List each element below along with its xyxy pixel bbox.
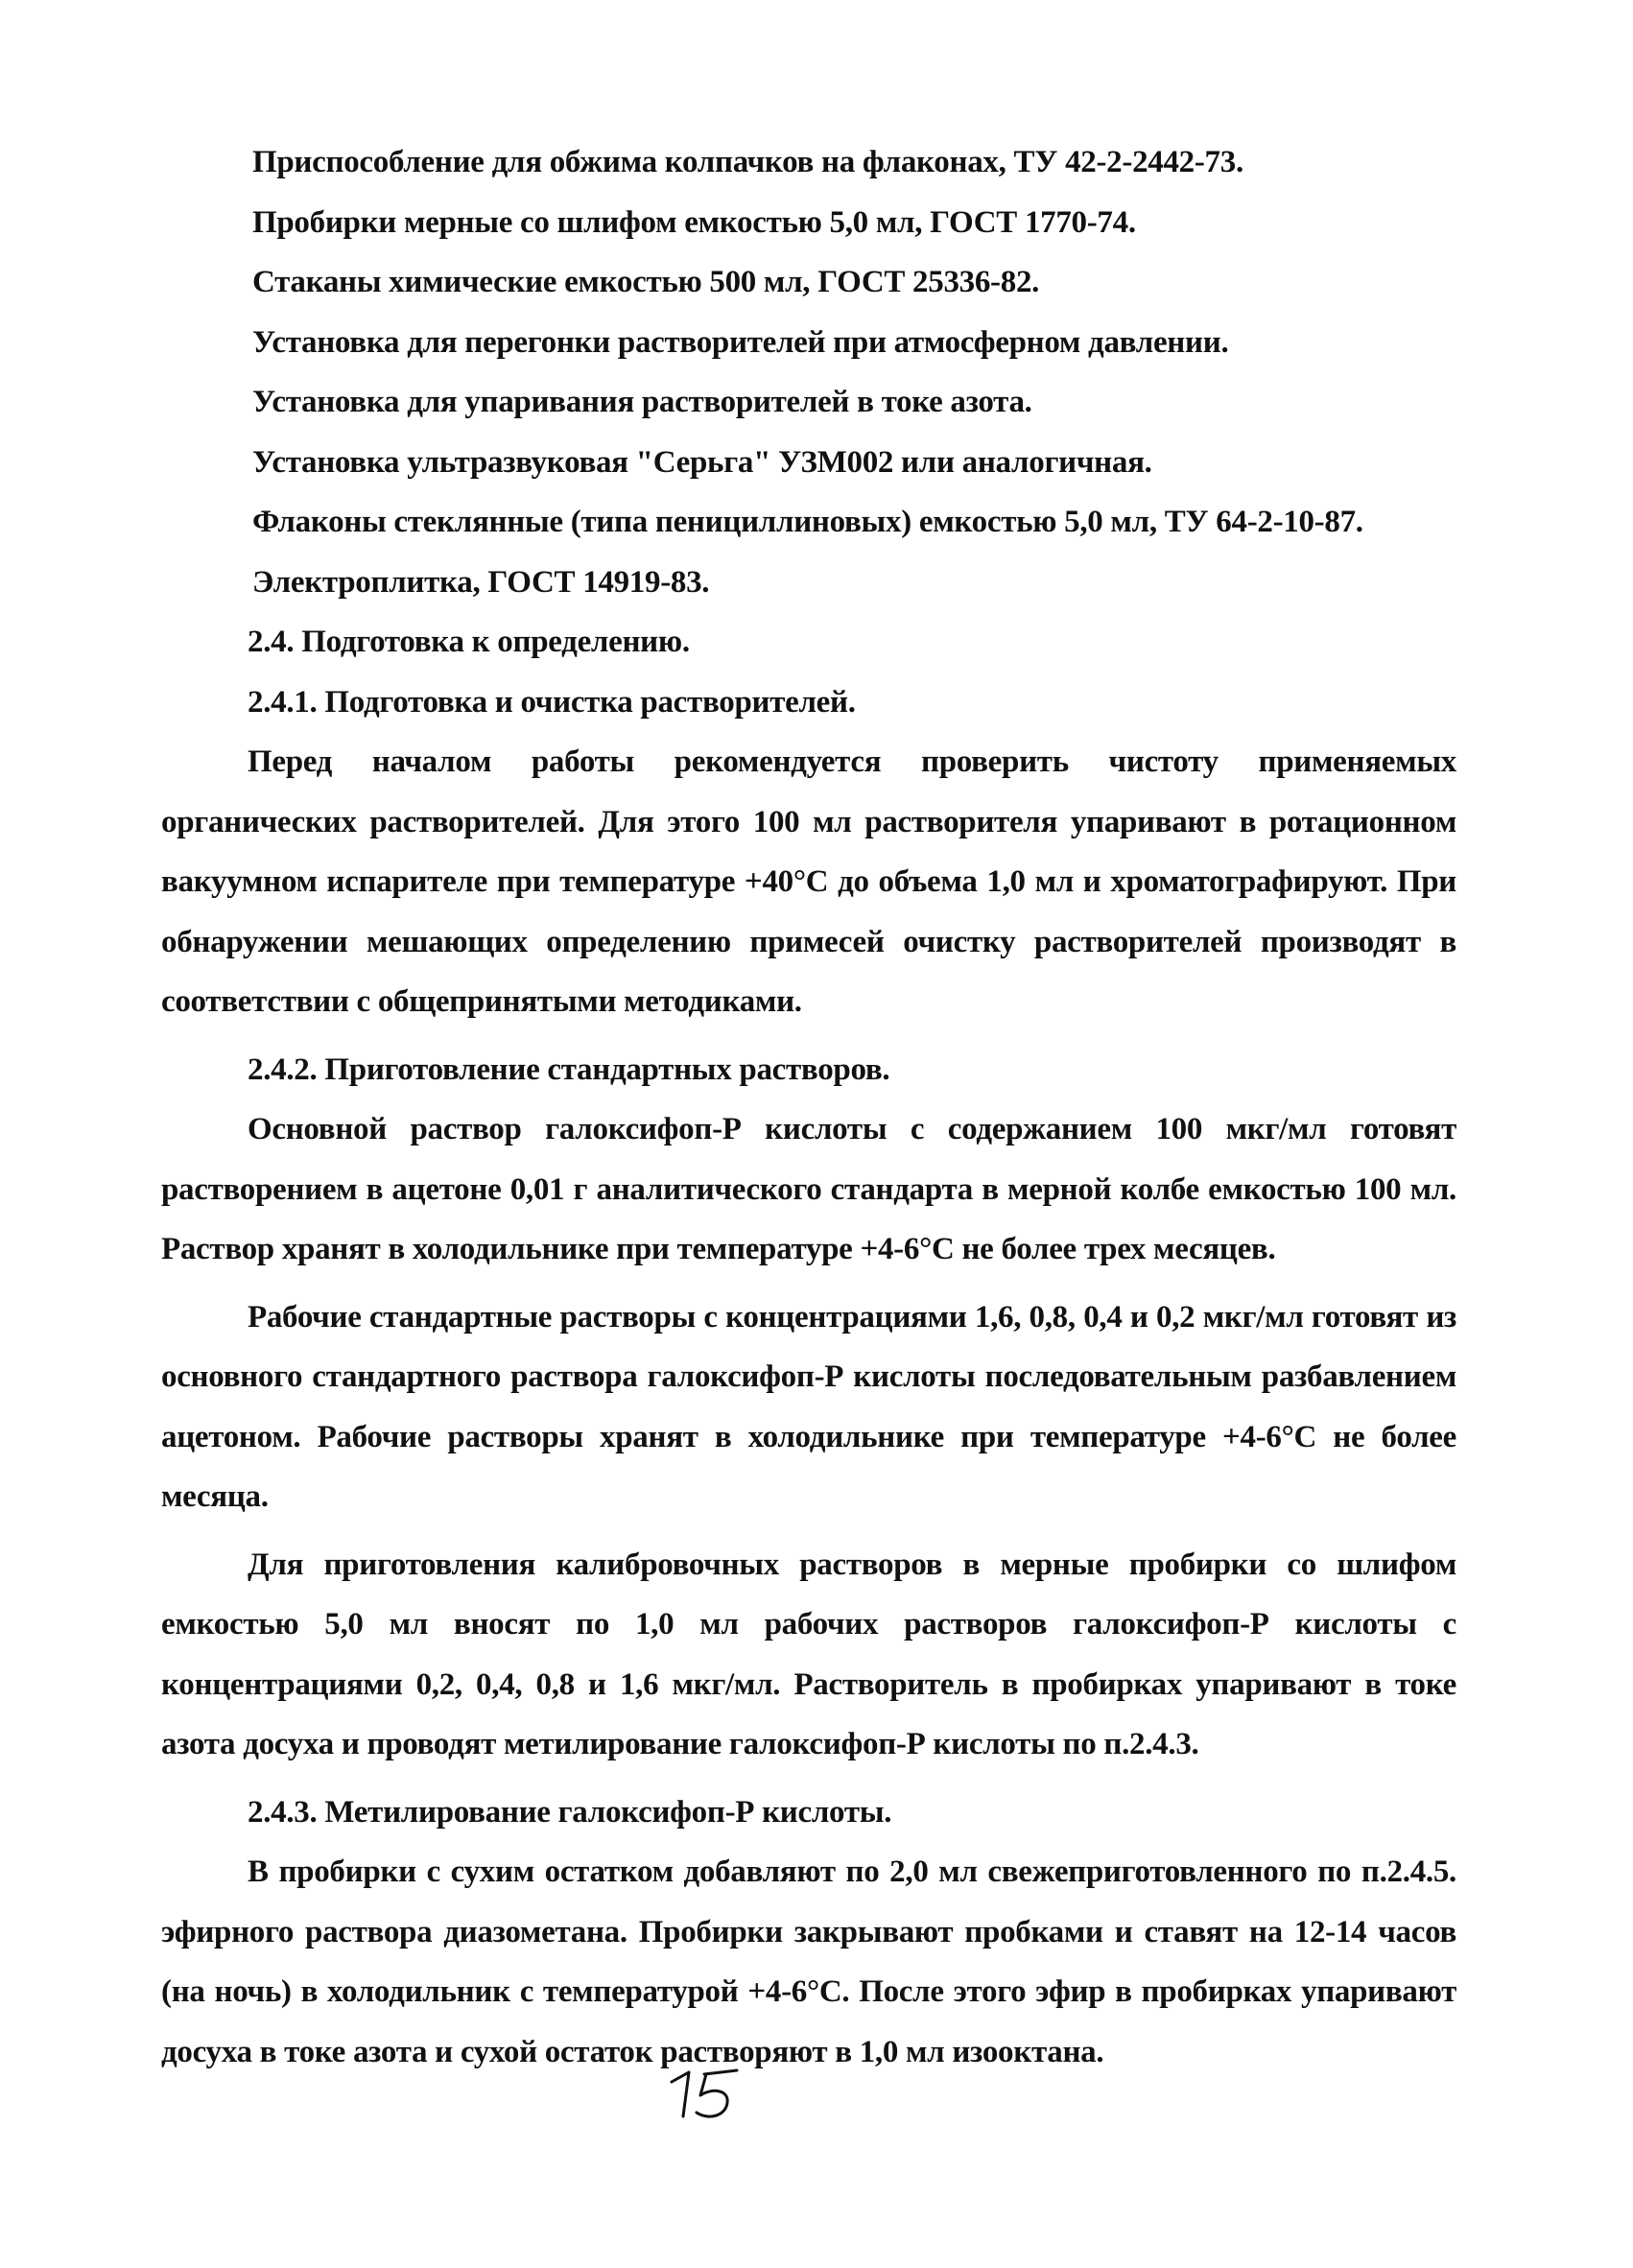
section-heading-2-4-2: 2.4.2. Приготовление стандартных растворов. — [248, 1051, 890, 1087]
equipment-item-3: Стаканы химические емкостью 500 мл, ГОСТ 25336-82. — [252, 265, 1040, 299]
equipment-item-2: Пробирки мерные со шлифом емкостью 5,0 мл, ГОСТ 1770-74. — [252, 204, 1136, 240]
paragraph-stock-solution: Основной раствор галоксифоп-Р кислоты с содержанием 100 мкг/мл готовят растворением в ацетоне 0,01 г аналитического стандарта в мерной колбе емкостью 100 мл. Раствор хранят в холодильнике при температуре +4-6°С не более трех месяцев. — [161, 1112, 1456, 1266]
section-heading-2-4-1: 2.4.1. Подготовка и очистка растворителей. — [248, 684, 856, 720]
paragraph-methylation: В пробирки с сухим остатком добавляют по 2,0 мл свежеприготовленного по п.2.4.5. эфирного раствора диазометана. Пробирки закрывают пробками и ставят на 12-14 часов (на ночь) в холодильник с температурой +4-6°С. После этого эфир в пробирках упаривают досуха в токе азота и сухой остаток растворяют в 1,0 мл изооктана. — [161, 1855, 1456, 2069]
document-body — [161, 132, 1456, 2090]
handwritten-page-number-icon — [662, 2061, 748, 2128]
equipment-item-1: Приспособление для обжима колпачков на флаконах, ТУ 42-2-2442-73. — [252, 145, 1243, 179]
page-number-text — [662, 2061, 663, 2062]
equipment-item-7: Флаконы стеклянные (типа пенициллиновых) емкостью 5,0 мл, ТУ 64-2-10-87. — [252, 505, 1363, 539]
section-heading-2-4-3: 2.4.3. Метилирование галоксифоп-Р кислоты. — [248, 1794, 892, 1830]
equipment-item-8: Электроплитка, ГОСТ 14919-83. — [252, 564, 710, 600]
equipment-item-6: Установка ультразвуковая "Серьга" УЗМ002 или аналогичная. — [252, 444, 1152, 480]
equipment-item-4: Установка для перегонки растворителей при атмосферном давлении. — [252, 324, 1229, 360]
section-heading-2-4: 2.4. Подготовка к определению. — [248, 625, 690, 659]
paragraph-solvent-cleaning: Перед началом работы рекомендуется проверить чистоту применяемых органических растворителей. Для этого 100 мл растворителя упаривают в ротационном вакуумном испарителе при температуре +40°С до объема 1,0 мл и хроматографируют. При обнаружении мешающих определению примесей очистку растворителей производят в соответствии с общепринятыми методиками. — [161, 744, 1456, 1019]
page-number — [662, 2061, 748, 2128]
paragraph-calibration-solutions: Для приготовления калибровочных растворов в мерные пробирки со шлифом емкостью 5,0 мл вносят по 1,0 мл рабочих растворов галоксифоп-Р кислоты с концентрациями 0,2, 0,4, 0,8 и 1,6 мкг/мл. Растворитель в пробирках упаривают в токе азота досуха и проводят метилирование галоксифоп-Р кислоты по п.2.4.3. — [161, 1547, 1456, 1761]
paragraph-working-solutions: Рабочие стандартные растворы с концентрациями 1,6, 0,8, 0,4 и 0,2 мкг/мл готовят из основного стандартного раствора галоксифоп-Р кислоты последовательным разбавлением ацетоном. Рабочие растворы хранят в холодильнике при температуре +4-6°С не более месяца. — [161, 1299, 1456, 1514]
equipment-item-5: Установка для упаривания растворителей в токе азота. — [252, 385, 1032, 419]
